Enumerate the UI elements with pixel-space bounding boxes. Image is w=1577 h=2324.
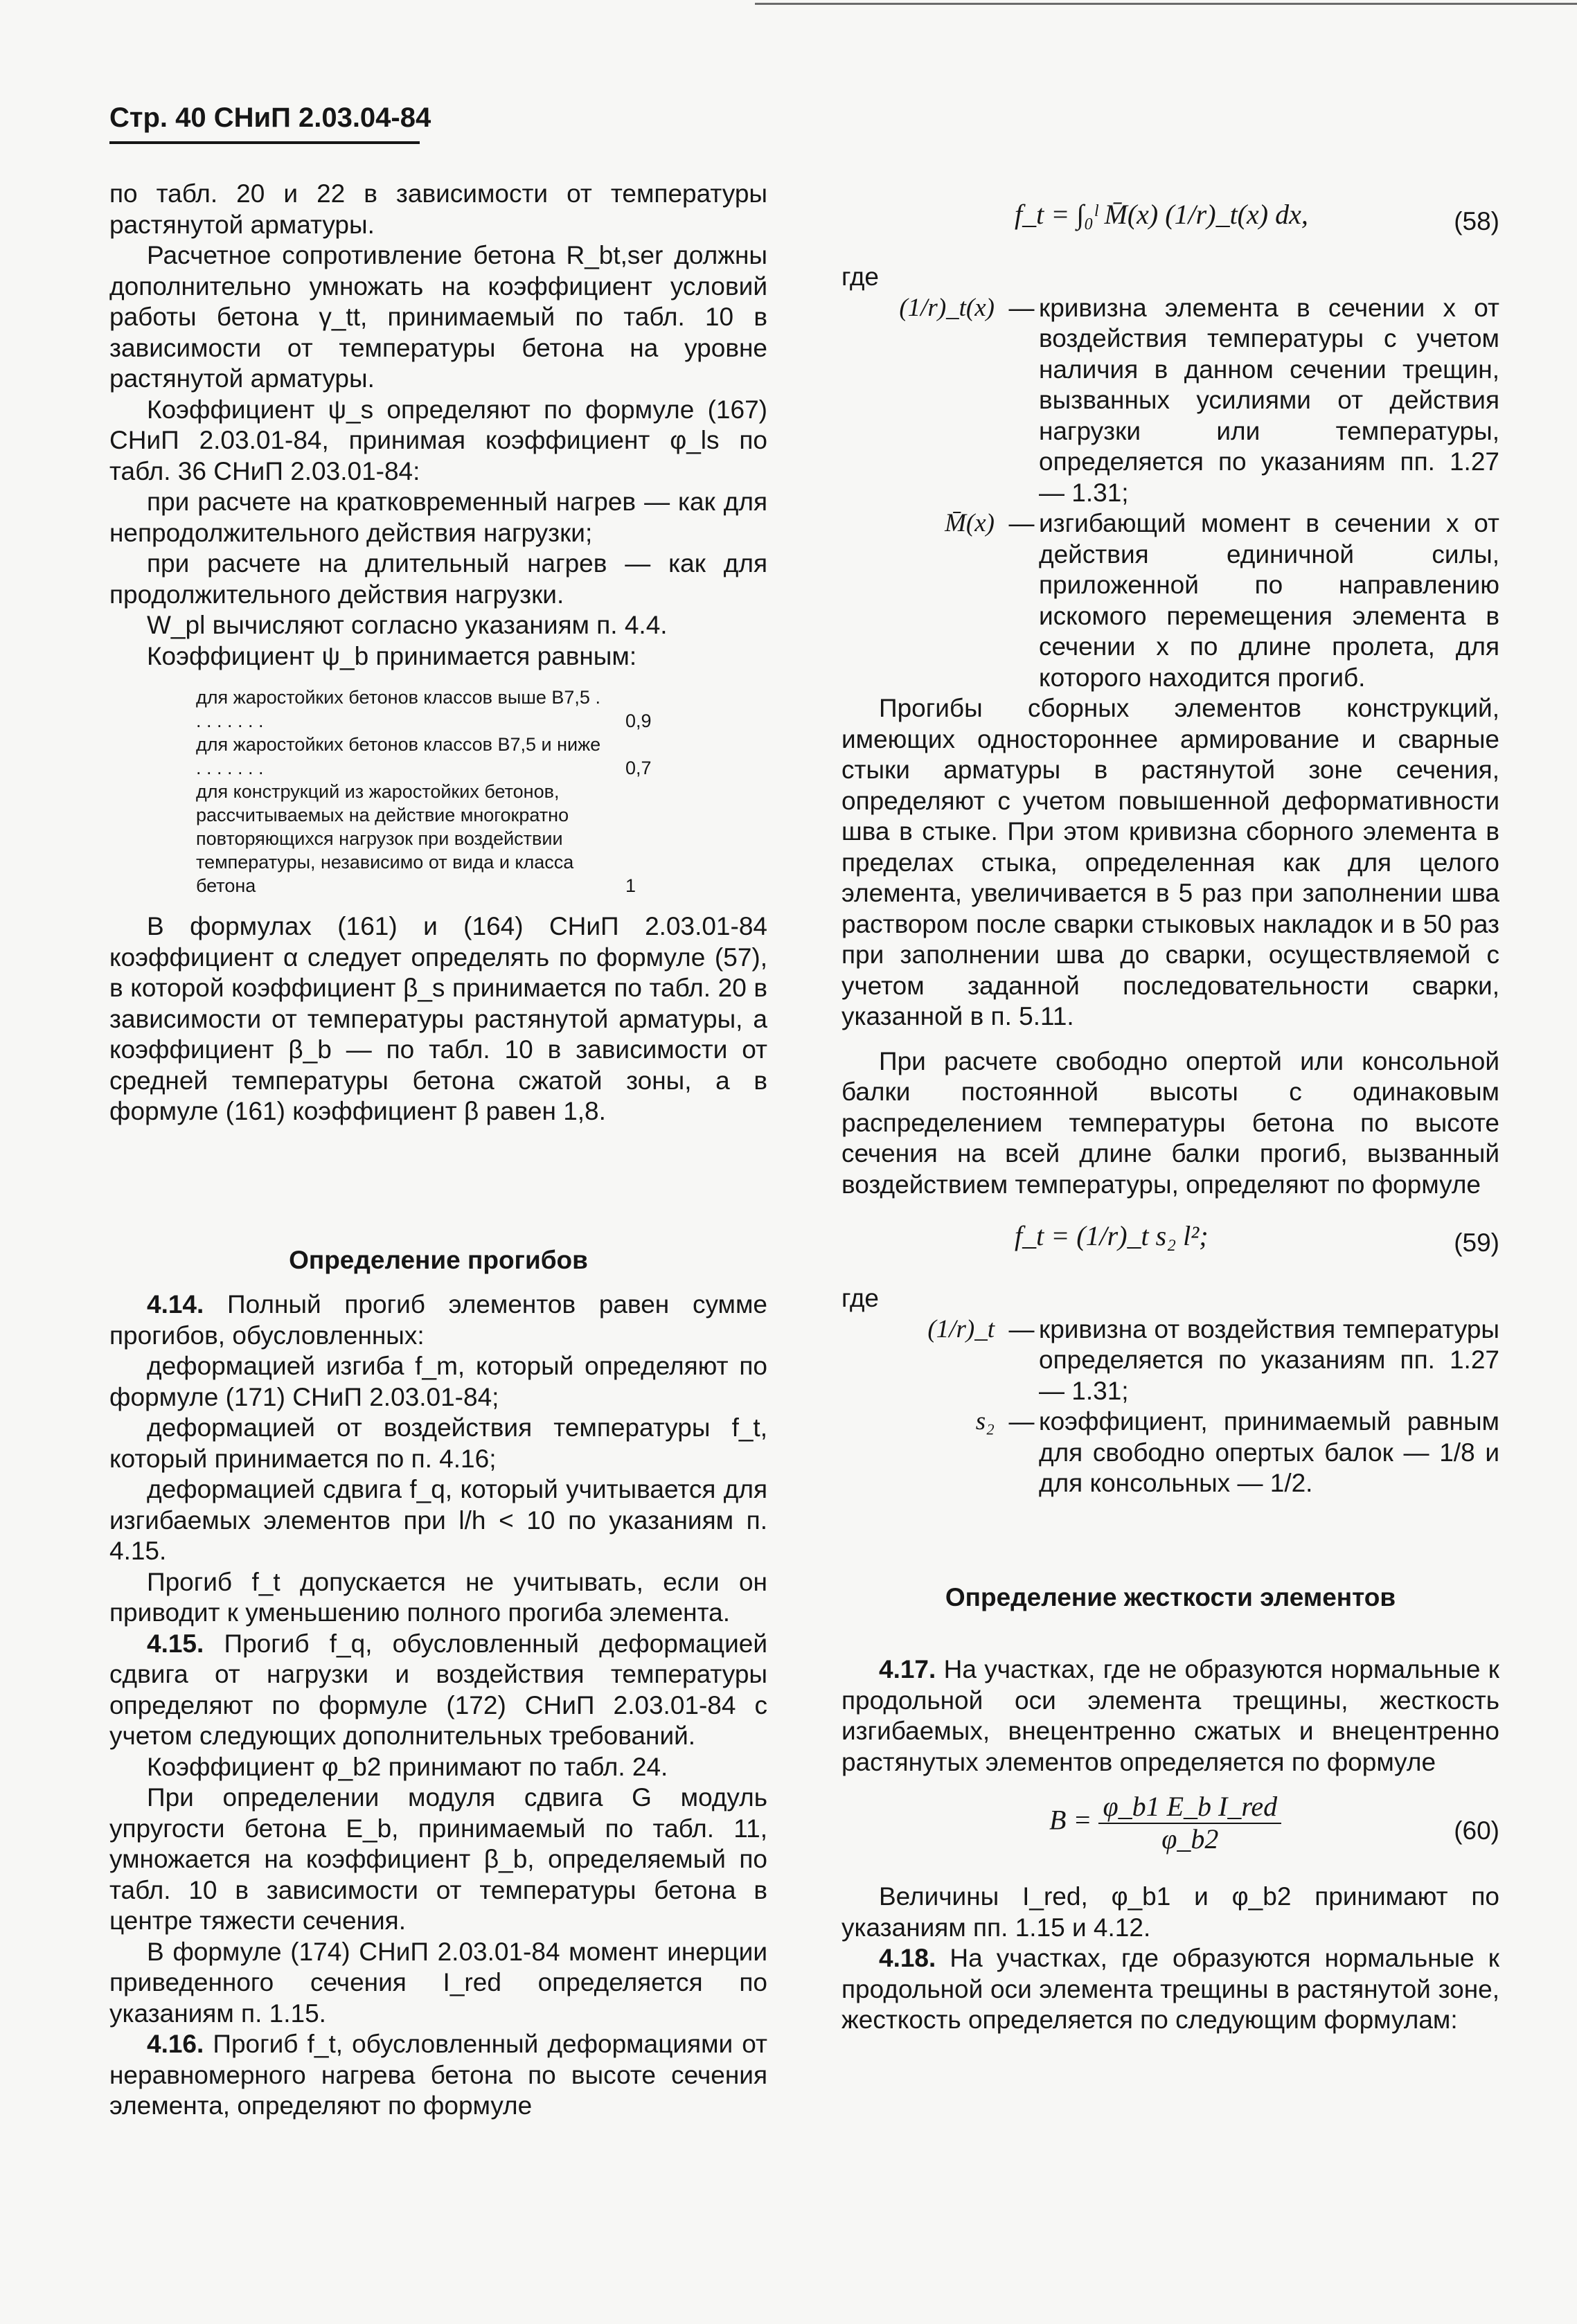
definition-list	[841, 1283, 1499, 1314]
paragraph-4-17	[841, 1654, 1499, 1778]
formula-expression: f_t = (1/r)_t s₂ l²;	[1015, 1220, 1209, 1251]
paragraph: Прогибы сборных элементов конструкций, имеющих одностороннее армирование и сварные стыки арматуры в растянутой зоне сечения, определяют с учетом повышенной деформативности шва в стыке. При этом кривизна сборного элемента в пределах стыка, определенная как для целого элемента, увеличивается в 5 раз при заполнении шва раствором после сварки стыковых накладок и в 50 раз при заполнении шва до сварки, осуществляемой с учетом заданной последовательности сварки, указанной в п. 5.11.	[841, 694, 1499, 1030]
paragraph-4-16	[109, 2029, 767, 2122]
formula-60	[841, 1778, 1499, 1881]
paragraph-4-15	[109, 1629, 767, 1752]
clause-number: 4.17.	[879, 1655, 936, 1683]
definition-list	[841, 1314, 1499, 1499]
paragraph: деформацией изгиба f_m, который определяют по формуле (171) СНиП 2.03.01-84;	[109, 1352, 767, 1411]
table-cell-label: для конструкций из жаростойких бетонов, рассчитываемых на действие многократно повторяющихся нагрузок при воздействии температуры, независимо от вида и класса бетона	[196, 781, 574, 896]
definition-text: изгибающий момент в сечении x от действия единичной силы, приложенной по направлению искомого перемещения элемента в сечении x по длине пролета, для которого находится прогиб.	[1039, 509, 1499, 692]
paragraph: Величины I_red, φ_b1 и φ_b2 принимают по указаниям пп. 1.15 и 4.12.	[841, 1882, 1499, 1942]
paragraph-4-18	[841, 1943, 1499, 2036]
paragraph: при расчете на длительный нагрев — как для продолжительного действия нагрузки.	[109, 549, 767, 609]
right-column	[841, 179, 1499, 2036]
fraction	[1098, 1791, 1281, 1854]
clause-number: 4.14.	[147, 1290, 204, 1319]
paragraph-4-14	[109, 1289, 767, 1351]
paragraph: Коэффициент φ_b2 принимают по табл. 24.	[147, 1752, 668, 1781]
table-cell-value: 1	[625, 875, 636, 896]
clause-text: Полный прогиб элементов равен сумме прогибов, обусловленных:	[109, 1290, 767, 1350]
page-header: Стр. 40 СНиП 2.03.04-84	[109, 102, 431, 133]
definition-dash: —	[1008, 293, 1035, 322]
formula-number: (60)	[1454, 1816, 1499, 1845]
paragraph: В формулах (161) и (164) СНиП 2.03.01-84 коэффициент α следует определять по формуле (57), в которой коэффициент β_s принимается по табл. 20 в зависимости от температуры растянутой арматуры, а коэффициент β_b — по табл. 10 в зависимости от средней температуры бетона сжатой зоны, а в формуле (161) коэффициент β равен 1,8.	[109, 912, 767, 1125]
table-row	[196, 733, 681, 780]
formula-lhs: B =	[1049, 1804, 1092, 1836]
formula-expression: f_t = ∫₀ˡ M̄(x) (1/r)_t(x) dx,	[1015, 199, 1308, 230]
section-heading: Определение прогибов	[289, 1245, 588, 1274]
formula-number: (58)	[1454, 207, 1499, 235]
clause-number: 4.15.	[147, 1629, 204, 1658]
paragraph: Прогиб f_t допускается не учитывать, если он приводит к уменьшению полного прогиба элемента.	[109, 1567, 767, 1627]
paragraph: Коэффициент ψ_s определяют по формуле (167) СНиП 2.03.01-84, принимая коэффициент φ_ls по табл. 36 СНиП 2.03.01-84:	[109, 395, 767, 485]
formula-58	[841, 179, 1499, 262]
definition-symbol: s₂	[975, 1407, 995, 1436]
definition-dash: —	[1008, 1407, 1035, 1436]
where-label: где	[841, 1284, 880, 1312]
paragraph: При расчете свободно опертой или консольной балки постоянной высоты с одинаковым распределением температуры бетона по высоте сечения на всей длине балки прогиб, вызванный воздействием температуры, определяют по формуле	[841, 1046, 1499, 1199]
definition-symbol: (1/r)_t	[927, 1314, 995, 1343]
definition-dash: —	[1008, 1314, 1035, 1343]
table-row	[196, 780, 681, 897]
table-cell-label: для жаростойких бетонов классов В7,5 и ниже . . . . . . .	[196, 734, 601, 778]
definition-text: коэффициент, принимаемый равным для свободно опертых балок — 1/8 и для консольных — 1/2.	[1039, 1407, 1499, 1497]
table-row	[196, 686, 681, 733]
formula-expression	[1049, 1791, 1281, 1854]
fraction-denominator: φ_b2	[1161, 1823, 1219, 1854]
section-heading: Определение жесткости элементов	[945, 1582, 1396, 1611]
clause-text: На участках, где образуются нормальные к продольной оси элемента трещины в растянутой зоне, жесткость определяется по следующим формулам:	[841, 1944, 1499, 2034]
formula-59	[841, 1200, 1499, 1283]
table-cell-value: 0,9	[625, 710, 652, 731]
coefficient-table	[196, 686, 681, 897]
fraction-numerator: φ_b1 E_b I_red	[1098, 1791, 1281, 1824]
definition-text: кривизна от воздействия температуры определяется по указаниям пп. 1.27 — 1.31;	[1039, 1314, 1499, 1405]
where-label: где	[841, 262, 880, 291]
table-cell-value: 0,7	[625, 758, 652, 778]
table-cell-label: для жаростойких бетонов классов выше В7,5 . . . . . . . .	[196, 687, 600, 731]
paragraph: При определении модуля сдвига G модуль упругости бетона E_b, принимаемый по табл. 11, умножается на коэффициент β_b, определяемый по табл. 10 в зависимости от температуры бетона в центре тяжести сечения.	[109, 1783, 767, 1935]
paragraph: по табл. 20 и 22 в зависимости от температуры растянутой арматуры.	[109, 179, 767, 239]
definition-symbol: (1/r)_t(x)	[899, 293, 995, 322]
clause-number: 4.16.	[147, 2030, 204, 2058]
formula-number: (59)	[1454, 1228, 1499, 1257]
paragraph: Коэффициент ψ_b принимается равным:	[147, 641, 637, 670]
definition-symbol: M̄(x)	[945, 509, 995, 537]
clause-number: 4.18.	[879, 1944, 936, 1972]
clause-text: Прогиб f_t, обусловленный деформациями от неравномерного нагрева бетона по высоте сечения элемента, определяют по формуле	[109, 2030, 767, 2120]
top-border-line	[755, 3, 1577, 5]
definition-text: кривизна элемента в сечении x от воздействия температуры с учетом наличия в данном сечении трещин, вызванных усилиями от действия нагрузки или температуры, определяется по указаниям пп. 1.27 — 1.31;	[1039, 293, 1499, 507]
paragraph: деформацией сдвига f_q, который учитывается для изгибаемых элементов при l/h < 10 по указаниям п. 4.15.	[109, 1475, 767, 1565]
clause-text: Прогиб f_q, обусловленный деформацией сдвига от нагрузки и воздействия температуры определяют по формуле (172) СНиП 2.03.01-84 с учетом следующих дополнительных требований.	[109, 1629, 767, 1750]
left-column	[109, 179, 767, 2122]
paragraph: W_pl вычисляют согласно указаниям п. 4.4.	[147, 611, 668, 639]
paragraph: В формуле (174) СНиП 2.03.01-84 момент инерции приведенного сечения I_red определяется по указаниям п. 1.15.	[109, 1937, 767, 2028]
paragraph: деформацией от воздействия температуры f_t, который принимается по п. 4.16;	[109, 1413, 767, 1473]
paragraph: Расчетное сопротивление бетона R_bt,ser должны дополнительно умножать на коэффициент условий работы бетона γ_tt, принимаемый по табл. 10 в зависимости от температуры бетона на уровне растянутой арматуры.	[109, 241, 767, 393]
definition-list	[841, 293, 1499, 694]
clause-text: На участках, где не образуются нормальные к продольной оси элемента трещины, жесткость изгибаемых, внецентренно сжатых и внецентренно растянутых элементов определяется по формуле	[841, 1655, 1499, 1776]
header-rule	[109, 141, 420, 144]
definition-dash: —	[1008, 509, 1035, 537]
paragraph: при расчете на кратковременный нагрев — как для непродолжительного действия нагрузки;	[109, 488, 767, 547]
